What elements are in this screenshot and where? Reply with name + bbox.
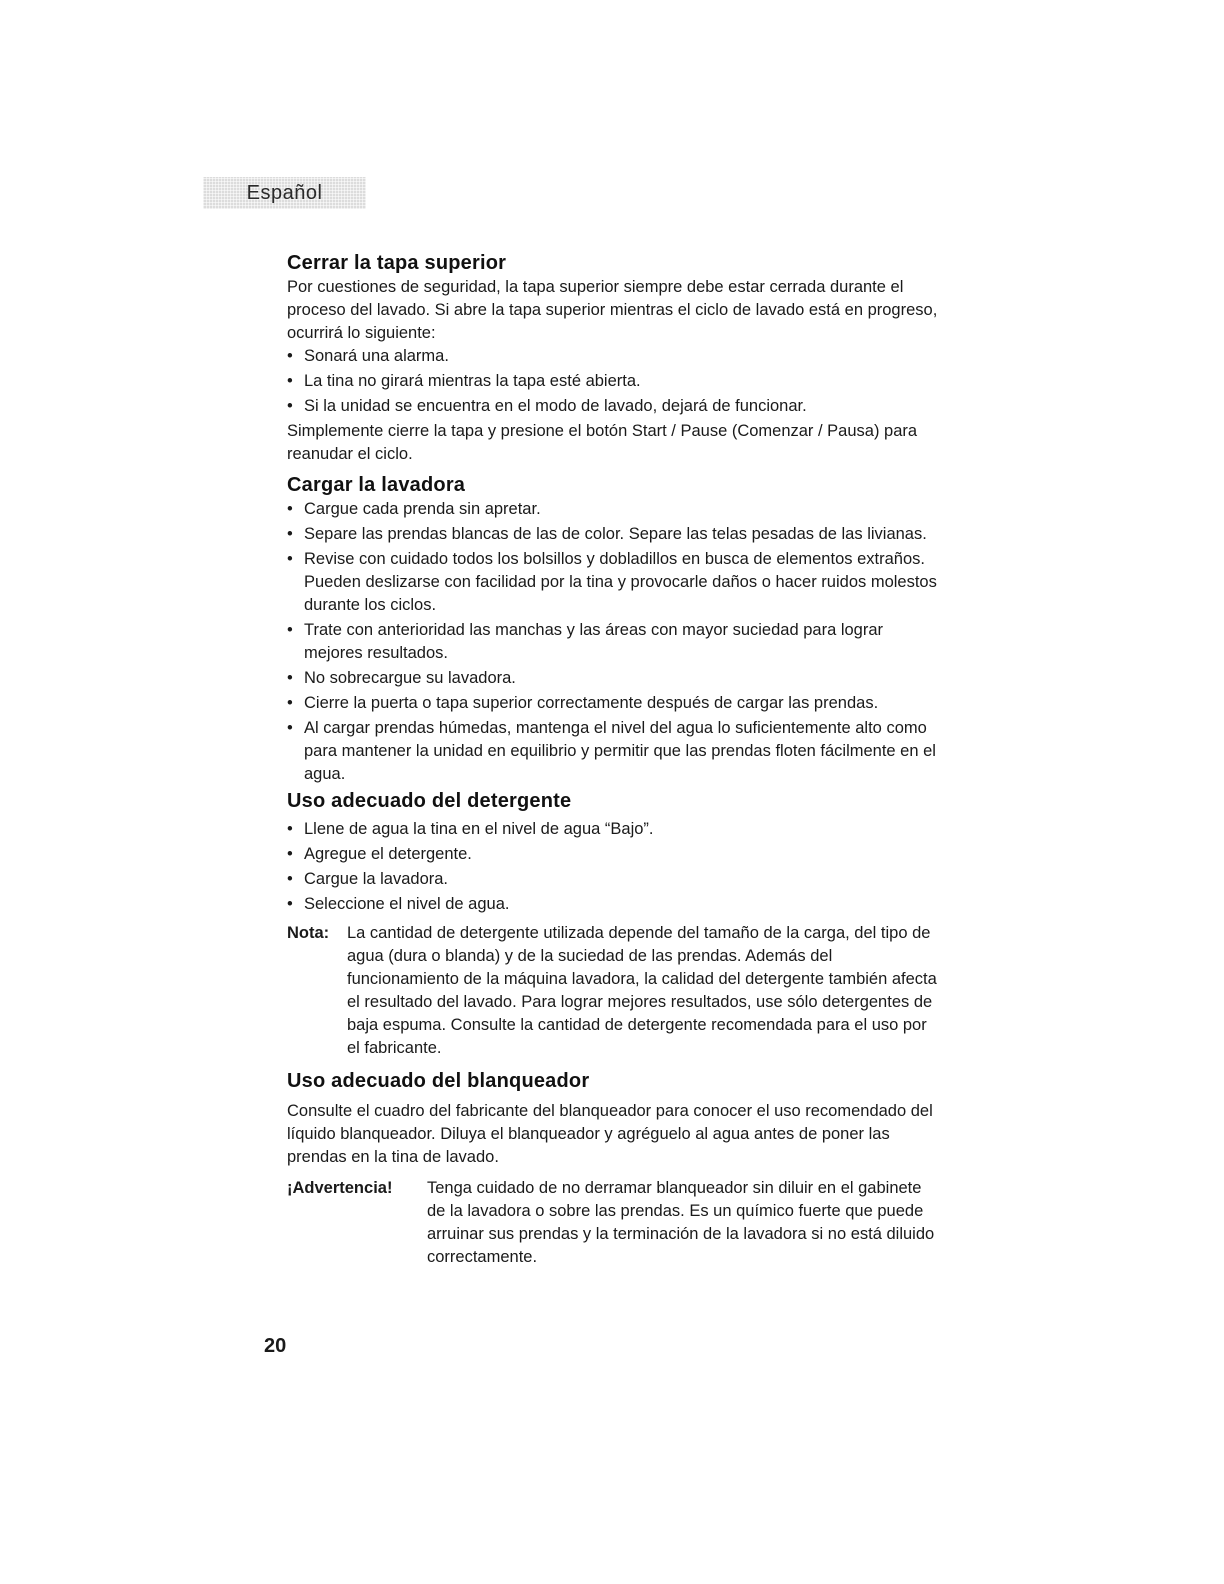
language-tab	[203, 177, 366, 209]
list-item: • Trate con anterioridad las manchas y las áreas con mayor suciedad para lograr mejores resultados.	[287, 619, 942, 665]
list-item: • La tina no girará mientras la tapa esté abierta.	[287, 370, 942, 393]
language-tab-label: Español	[246, 181, 323, 204]
section-cargar-lavadora	[287, 472, 942, 786]
list-item: • Sonará una alarma.	[287, 345, 942, 368]
list-item: • Seleccione el nivel de agua.	[287, 893, 942, 916]
bullet-list	[287, 818, 942, 916]
note-label: Nota:	[287, 924, 330, 942]
section-blanqueador	[287, 1068, 942, 1269]
section-intro: Consulte el cuadro del fabricante del blanqueador para conocer el uso recomendado del líquido blanqueador. Diluya el blanqueador y agréguelo al agua antes de poner las prendas en la tina de lavado.	[287, 1102, 933, 1166]
list-item: • Llene de agua la tina en el nivel de agua “Bajo”.	[287, 818, 942, 841]
list-item: • Separe las prendas blancas de las de color. Separe las telas pesadas de las livianas.	[287, 523, 942, 546]
section-cerrar-tapa	[287, 250, 942, 466]
list-item: • Cargue la lavadora.	[287, 868, 942, 891]
section-intro: Por cuestiones de seguridad, la tapa superior siempre debe estar cerrada durante el proceso del lavado. Si abre la tapa superior mientras el ciclo de lavado está en progreso, ocurrirá lo siguiente:	[287, 278, 938, 342]
list-item: • Cierre la puerta o tapa superior correctamente después de cargar las prendas.	[287, 692, 942, 715]
section-title: Uso adecuado del detergente	[287, 790, 572, 812]
warning-label: ¡Advertencia!	[287, 1179, 393, 1197]
list-item: • No sobrecargue su lavadora.	[287, 667, 942, 690]
page-content	[287, 250, 942, 1269]
bullet-list	[287, 498, 942, 786]
list-item: • Agregue el detergente.	[287, 843, 942, 866]
list-item: • Si la unidad se encuentra en el modo de lavado, dejará de funcionar.	[287, 395, 942, 418]
section-outro: Simplemente cierre la tapa y presione el botón Start / Pause (Comenzar / Pausa) para reanudar el ciclo.	[287, 422, 918, 463]
page-number: 20	[264, 1335, 287, 1357]
warning-text: Tenga cuidado de no derramar blanqueador sin diluir en el gabinete de la lavadora o sobre las prendas. Es un químico fuerte que puede arruinar sus prendas y la terminación de la lavadora si no está diluido correctamente.	[427, 1179, 935, 1266]
bullet-list	[287, 345, 942, 418]
list-item: • Al cargar prendas húmedas, mantenga el nivel del agua lo suficientemente alto como para mantener la unidad en equilibrio y permitir que las prendas floten fácilmente en el agua.	[287, 717, 942, 786]
section-title: Cargar la lavadora	[287, 474, 466, 496]
section-title: Cerrar la tapa superior	[287, 252, 507, 274]
section-detergente	[287, 788, 942, 1060]
list-item: • Cargue cada prenda sin apretar.	[287, 498, 942, 521]
note-block	[287, 922, 942, 1060]
list-item: • Revise con cuidado todos los bolsillos y dobladillos en busca de elementos extraños. Pueden deslizarse con facilidad por la tina y provocarle daños o hacer ruidos molestos durante los ciclos.	[287, 548, 942, 617]
section-title: Uso adecuado del blanqueador	[287, 1070, 590, 1092]
note-text: La cantidad de detergente utilizada depende del tamaño de la carga, del tipo de agua (dura o blanda) y de la suciedad de las prendas. Además del funcionamiento de la máquina lavadora, la calidad del detergente también afecta el resultado del lavado. Para lograr mejores resultados, use sólo detergentes de baja espuma. Consulte la cantidad de detergente recomendada para el uso por el fabricante.	[347, 924, 937, 1057]
warning-block	[287, 1177, 942, 1269]
